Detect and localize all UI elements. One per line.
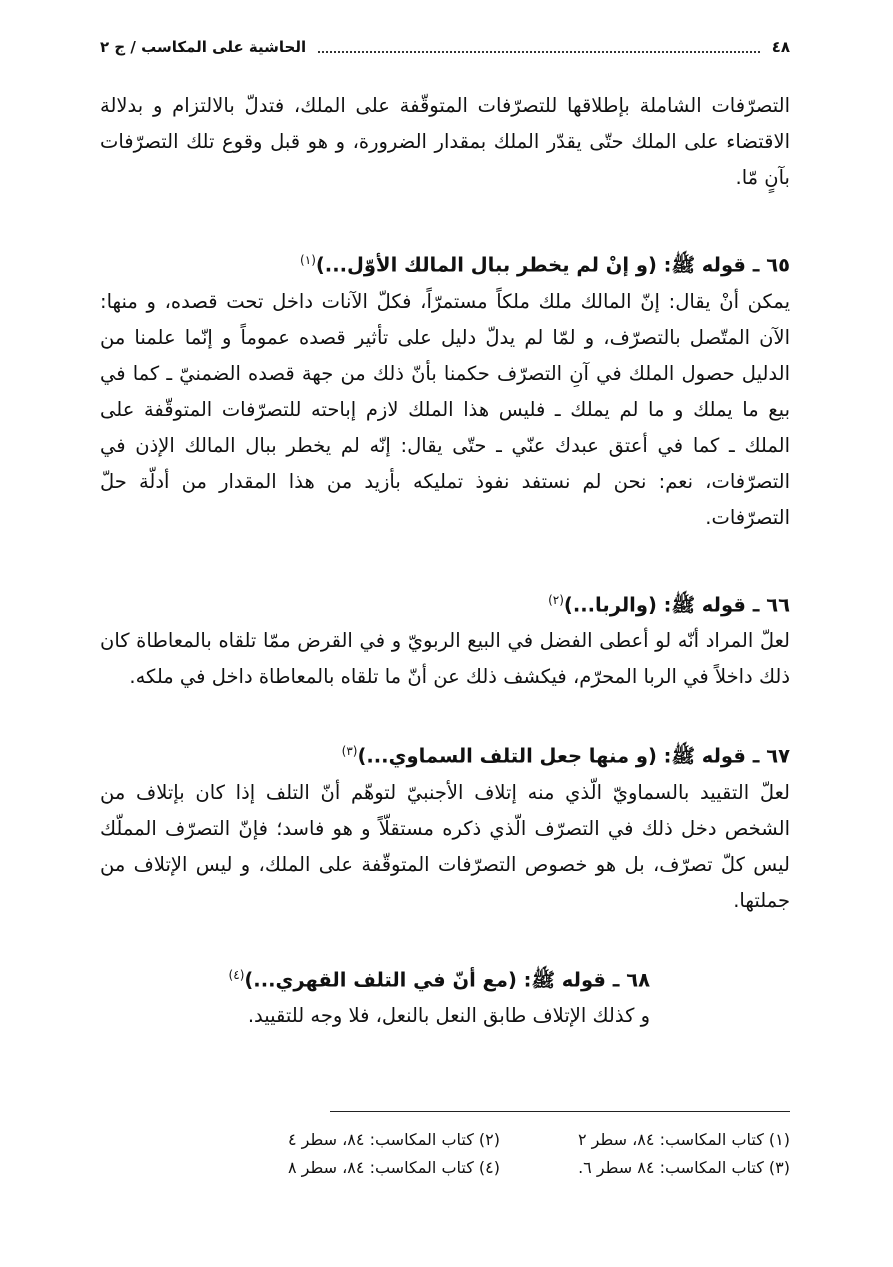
footnote-2: (٢) كتاب المكاسب: ٨٤، سطر ٤ (288, 1130, 500, 1149)
section-body-68: و كذلك الإتلاف طابق النعل بالنعل، فلا وجه للتقييد. (247, 1004, 650, 1027)
section-body-67: لعلّ التقييد بالسماويّ الّذي منه إتلاف الأجنبيّ لتوهّم أنّ التلف إذا كان بإتلاف من الشخص دخل ذلك في التصرّف الّذي ذكره مستقلّاً و هو فاسد؛ فإنّ التصرّف المملّك ليس كلّ تصرّف، بل هو خصوص التصرّفات المتوقّفة على الملك، و ليس الإتلاف من جملتها. (100, 780, 790, 912)
running-head (100, 36, 790, 58)
footnote-ref: (٢) (548, 592, 564, 607)
heading-text: ٦٨ ـ قوله ﷺ: (مع أنّ في التلف القهري...) (244, 968, 650, 991)
page-number: ٤٨ (771, 38, 790, 56)
section-body-66: لعلّ المراد أنّه لو أعطى الفضل في البيع الربويّ و في القرض ممّا تلقاه بالمعاطاة كان ذلك داخلاً في الربا المحرّم، فيكشف ذلك عن أنّ ما تلقاه بالمعاطاة داخل في ملكه. (100, 629, 790, 688)
book-title: الحاشية على المكاسب / ج ٢ (100, 38, 307, 56)
section-body-65: يمكن أنْ يقال: إنّ المالك ملك ملكاً مستمرّاً، فكلّ الآنات داخل تحت قصده، و منها: الآن المتّصل بالتصرّف، و لمّا لم يدلّ دليل على تأثير قصده عموماً و إنّما علمنا من الدليل حصول الملك في آنِ التصرّف حكمنا بأنّ ذلك من جهة قصده الضمنيّ ـ كما في بيع ما يملك و ما لم يملك ـ فليس هذا الملك لازم إباحته للتصرّفات المتوقّفة على الملك ـ كما في أعتق عبدك عنّي ـ حتّى يقال: إنّه لم يخطر ببال المالك الإذن في التصرّفات، نعم: نحن لم نستفد نفوذ تمليكه بأزيد من هذا المقدار من أدلّة حلّ التصرّفات. (100, 289, 790, 529)
footnote-1: (١) كتاب المكاسب: ٨٤، سطر ٢ (578, 1130, 790, 1149)
section-heading-65 (100, 242, 790, 284)
heading-text: ٦٥ ـ قوله ﷺ: (و إنْ لم يخطر ببال المالك الأوّل...) (315, 253, 790, 277)
intro-paragraph: التصرّفات الشاملة بإطلاقها للتصرّفات المتوقّفة على الملك، فتدلّ بالالتزام و بدلالة الاقتضاء على الملك حتّى يقدّر الملك بمقدار الضرورة، و هو قبل وقوع تلك التصرّفات بآنٍ مّا. (100, 94, 790, 189)
footnote-ref: (١) (300, 253, 316, 267)
section-heading-68 (100, 957, 790, 999)
section-heading-67 (100, 733, 790, 775)
footnote-3: (٣) كتاب المكاسب: ٨٤ سطر ٦. (578, 1158, 790, 1177)
footnote-ref: (٤) (228, 967, 245, 982)
footnote-separator (330, 1111, 790, 1112)
footnote-4: (٤) كتاب المكاسب: ٨٤، سطر ٨ (288, 1158, 500, 1177)
footnotes (210, 1126, 790, 1182)
leader-dots (318, 41, 760, 53)
heading-text: ٦٦ ـ قوله ﷺ: (والربا...) (563, 593, 790, 616)
heading-text: ٦٧ ـ قوله ﷺ: (و منها جعل التلف السماوي...) (357, 744, 790, 768)
page-content (100, 36, 790, 1034)
section-heading-66 (100, 582, 790, 624)
footnote-ref: (٣) (341, 744, 358, 758)
